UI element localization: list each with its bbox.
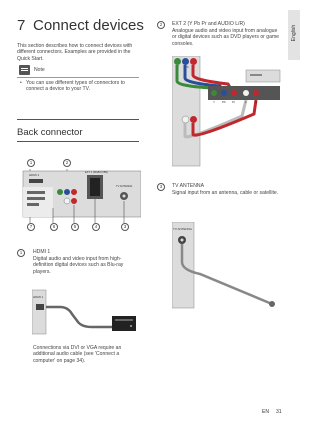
panel-antenna-label: TV ANTENNA	[116, 185, 133, 188]
device-jack-label-y: Y	[213, 100, 216, 104]
tv-jack-label-pb: Pb	[185, 65, 189, 69]
chapter-number: 7	[17, 17, 26, 34]
chapter-title: Connect devices	[33, 17, 144, 34]
item-3-number: 3	[157, 183, 165, 191]
section-rule-bottom	[17, 141, 139, 142]
panel-hdmi-label: HDMI 1	[29, 173, 40, 177]
callout-4: 4	[92, 223, 100, 231]
note-bullet-dot: •	[20, 80, 22, 86]
hdmi-connection-diagram	[32, 286, 138, 338]
footer-language: EN	[262, 409, 269, 415]
device-jack-label-pb: Pb	[222, 100, 226, 104]
note-divider	[17, 77, 139, 78]
callout-3: 3	[121, 223, 129, 231]
back-panel-diagram	[17, 153, 141, 225]
tv-jack-label-y: Y	[177, 65, 180, 69]
item-3-title: TV ANTENNA	[172, 183, 204, 189]
footer-page-number: 31	[276, 409, 282, 415]
item-2-text: Analogue audio and video input from analogue or digital devices such as DVD players or game consoles.	[172, 28, 280, 47]
language-tab-label: English	[291, 24, 297, 42]
item-1-text: Digital audio and video input from high-definition digital devices such as Blu-ray players.	[33, 256, 124, 275]
item-1-title: HDMI 1	[33, 249, 51, 255]
item-1-number: 1	[17, 249, 25, 257]
intro-text: This section describes how to connect devices with different connectors. Examples are provided in the Quick Start.	[17, 43, 133, 62]
callout-2: 2	[63, 159, 71, 167]
note-label: Note	[34, 67, 45, 73]
item-2-title: EXT 2 (Y Pb Pr and AUDIO L/R)	[172, 21, 245, 27]
callout-6: 6	[50, 223, 58, 231]
section-rule-top	[17, 119, 139, 120]
hdmi-diagram-label: HDMI 1	[33, 295, 44, 299]
note-icon	[19, 65, 30, 75]
antenna-diagram-label: TV ANTENNA	[173, 227, 192, 231]
hdmi-note: Connections via DVI or VGA require an additional audio cable (see 'Connect a computer' on page 34).	[33, 345, 122, 364]
item-3-text: Signal input from an antenna, cable or satellite.	[172, 190, 279, 196]
tv-jack-label-pr: Pr	[192, 65, 195, 69]
panel-scart-label: EXT 1 (RGB/CVBS)	[85, 171, 109, 174]
callout-1: 1	[27, 159, 35, 167]
callout-5: 5	[71, 223, 79, 231]
language-tab	[288, 10, 300, 60]
device-jack-label-pr: Pr	[232, 100, 235, 104]
antenna-connection-diagram	[172, 222, 282, 312]
section-heading: Back connector	[17, 127, 83, 138]
device-jack-label-l: L	[245, 100, 247, 104]
note-bullet-text: You can use different types of connectors to connect a device to your TV.	[26, 80, 125, 93]
callout-7: 7	[27, 223, 35, 231]
component-connection-diagram	[172, 56, 282, 176]
device-jack-label-r: R	[255, 100, 258, 104]
item-2-number: 2	[157, 21, 165, 29]
